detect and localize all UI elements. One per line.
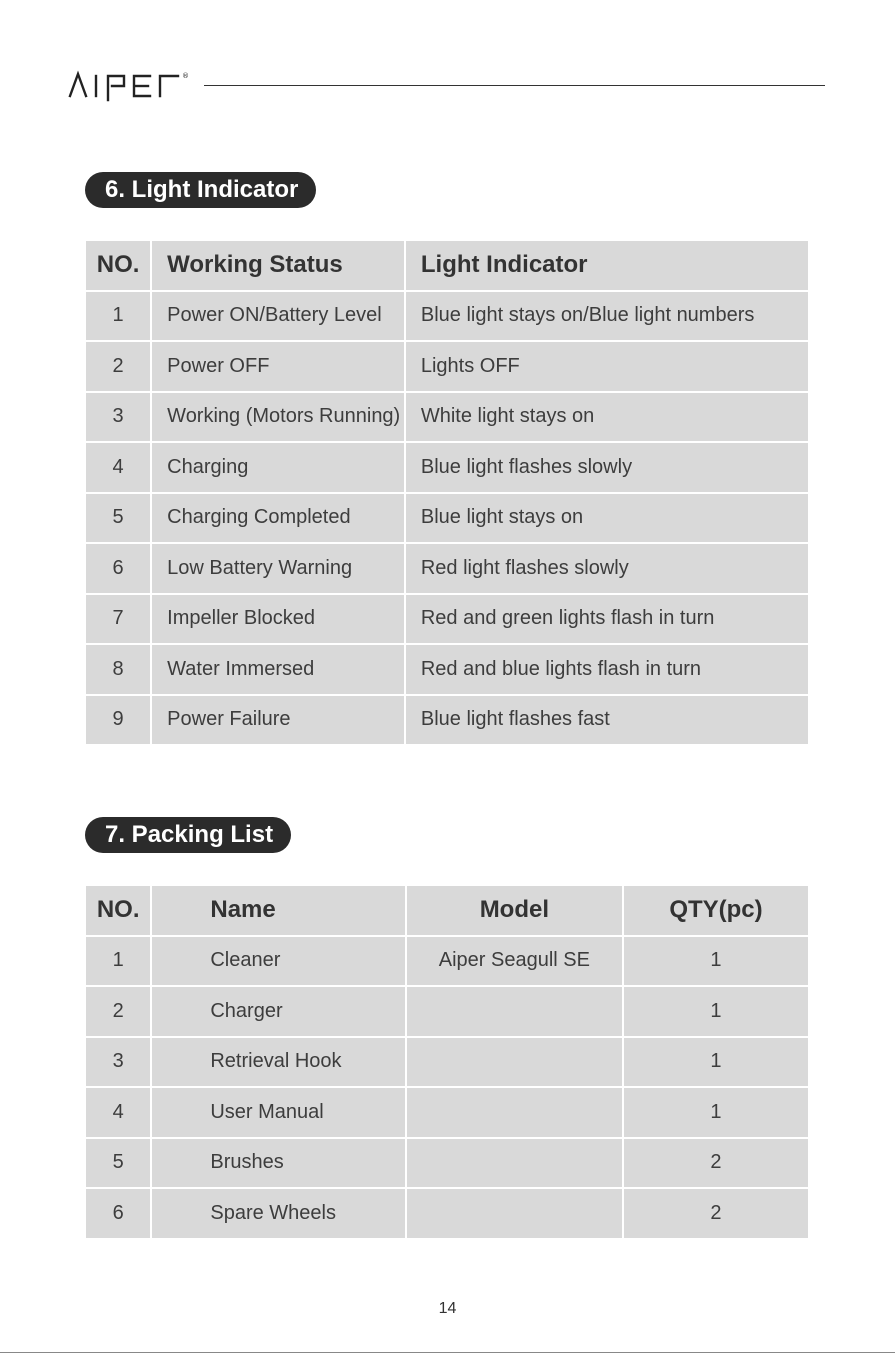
table-cell: [407, 1088, 622, 1137]
column-header: NO.: [86, 241, 150, 290]
table-cell: Charger: [152, 987, 404, 1036]
table-cell: 5: [86, 1139, 150, 1188]
table-cell: 4: [86, 443, 150, 492]
table-cell: Spare Wheels: [152, 1189, 404, 1238]
table-cell: 6: [86, 1189, 150, 1238]
section-title-packing-list: 7. Packing List: [85, 817, 291, 853]
table-cell: Charging Completed: [152, 494, 404, 543]
table-cell: Aiper Seagull SE: [407, 937, 622, 986]
table-cell: Water Immersed: [152, 645, 404, 694]
table-cell: 4: [86, 1088, 150, 1137]
aiper-logo: [68, 66, 192, 102]
table-header-row: [86, 241, 808, 290]
table-cell: Charging: [152, 443, 404, 492]
table-cell: 9: [86, 696, 150, 745]
table-cell: 5: [86, 494, 150, 543]
svg-text:®: ®: [182, 72, 189, 80]
table-row: [86, 595, 808, 644]
table-cell: 8: [86, 645, 150, 694]
table-cell: 1: [624, 987, 808, 1036]
bottom-rule: [0, 1352, 895, 1353]
table-cell: Blue light stays on/Blue light numbers: [406, 292, 808, 341]
table-cell: [407, 1139, 622, 1188]
table-row: [86, 292, 808, 341]
table-cell: 2: [86, 987, 150, 1036]
table-cell: Blue light flashes fast: [406, 696, 808, 745]
table-row: [86, 645, 808, 694]
column-header: NO.: [86, 886, 150, 935]
column-header: QTY(pc): [624, 886, 808, 935]
table-cell: 1: [624, 1038, 808, 1087]
table-cell: Power Failure: [152, 696, 404, 745]
table-cell: 1: [624, 937, 808, 986]
column-header: Working Status: [152, 241, 404, 290]
table-cell: 7: [86, 595, 150, 644]
table-cell: 1: [86, 292, 150, 341]
table-row: [86, 1139, 808, 1188]
table-row: [86, 696, 808, 745]
table-cell: Lights OFF: [406, 342, 808, 391]
table-cell: 2: [624, 1139, 808, 1188]
light-indicator-table: [84, 239, 810, 746]
table-cell: Retrieval Hook: [152, 1038, 404, 1087]
table-cell: Brushes: [152, 1139, 404, 1188]
column-header: Model: [407, 886, 622, 935]
table-cell: 2: [86, 342, 150, 391]
table-cell: [407, 987, 622, 1036]
table-row: [86, 1189, 808, 1238]
packing-list-table: [84, 884, 810, 1240]
table-row: [86, 1088, 808, 1137]
table-cell: Blue light flashes slowly: [406, 443, 808, 492]
table-cell: 6: [86, 544, 150, 593]
table-cell: 1: [624, 1088, 808, 1137]
table-cell: 3: [86, 393, 150, 442]
table-row: [86, 443, 808, 492]
table-row: [86, 937, 808, 986]
table-cell: Power ON/Battery Level: [152, 292, 404, 341]
table-cell: Impeller Blocked: [152, 595, 404, 644]
table-cell: Red light flashes slowly: [406, 544, 808, 593]
table-cell: Power OFF: [152, 342, 404, 391]
table-row: [86, 1038, 808, 1087]
table-cell: [407, 1189, 622, 1238]
table-cell: 2: [624, 1189, 808, 1238]
table-cell: Red and green lights flash in turn: [406, 595, 808, 644]
table-row: [86, 393, 808, 442]
table-cell: [407, 1038, 622, 1087]
column-header: Light Indicator: [406, 241, 808, 290]
table-cell: Blue light stays on: [406, 494, 808, 543]
header-rule: [204, 85, 825, 86]
column-header: Name: [152, 886, 404, 935]
page-number: 14: [438, 1300, 457, 1317]
table-cell: User Manual: [152, 1088, 404, 1137]
table-row: [86, 987, 808, 1036]
table-cell: Cleaner: [152, 937, 404, 986]
table-cell: Low Battery Warning: [152, 544, 404, 593]
table-cell: 1: [86, 937, 150, 986]
table-row: [86, 544, 808, 593]
table-row: [86, 494, 808, 543]
table-cell: Working (Motors Running): [152, 393, 404, 442]
section-title-light-indicator: 6. Light Indicator: [85, 172, 316, 208]
table-cell: White light stays on: [406, 393, 808, 442]
table-row: [86, 342, 808, 391]
table-cell: Red and blue lights flash in turn: [406, 645, 808, 694]
table-header-row: [86, 886, 808, 935]
table-cell: 3: [86, 1038, 150, 1087]
